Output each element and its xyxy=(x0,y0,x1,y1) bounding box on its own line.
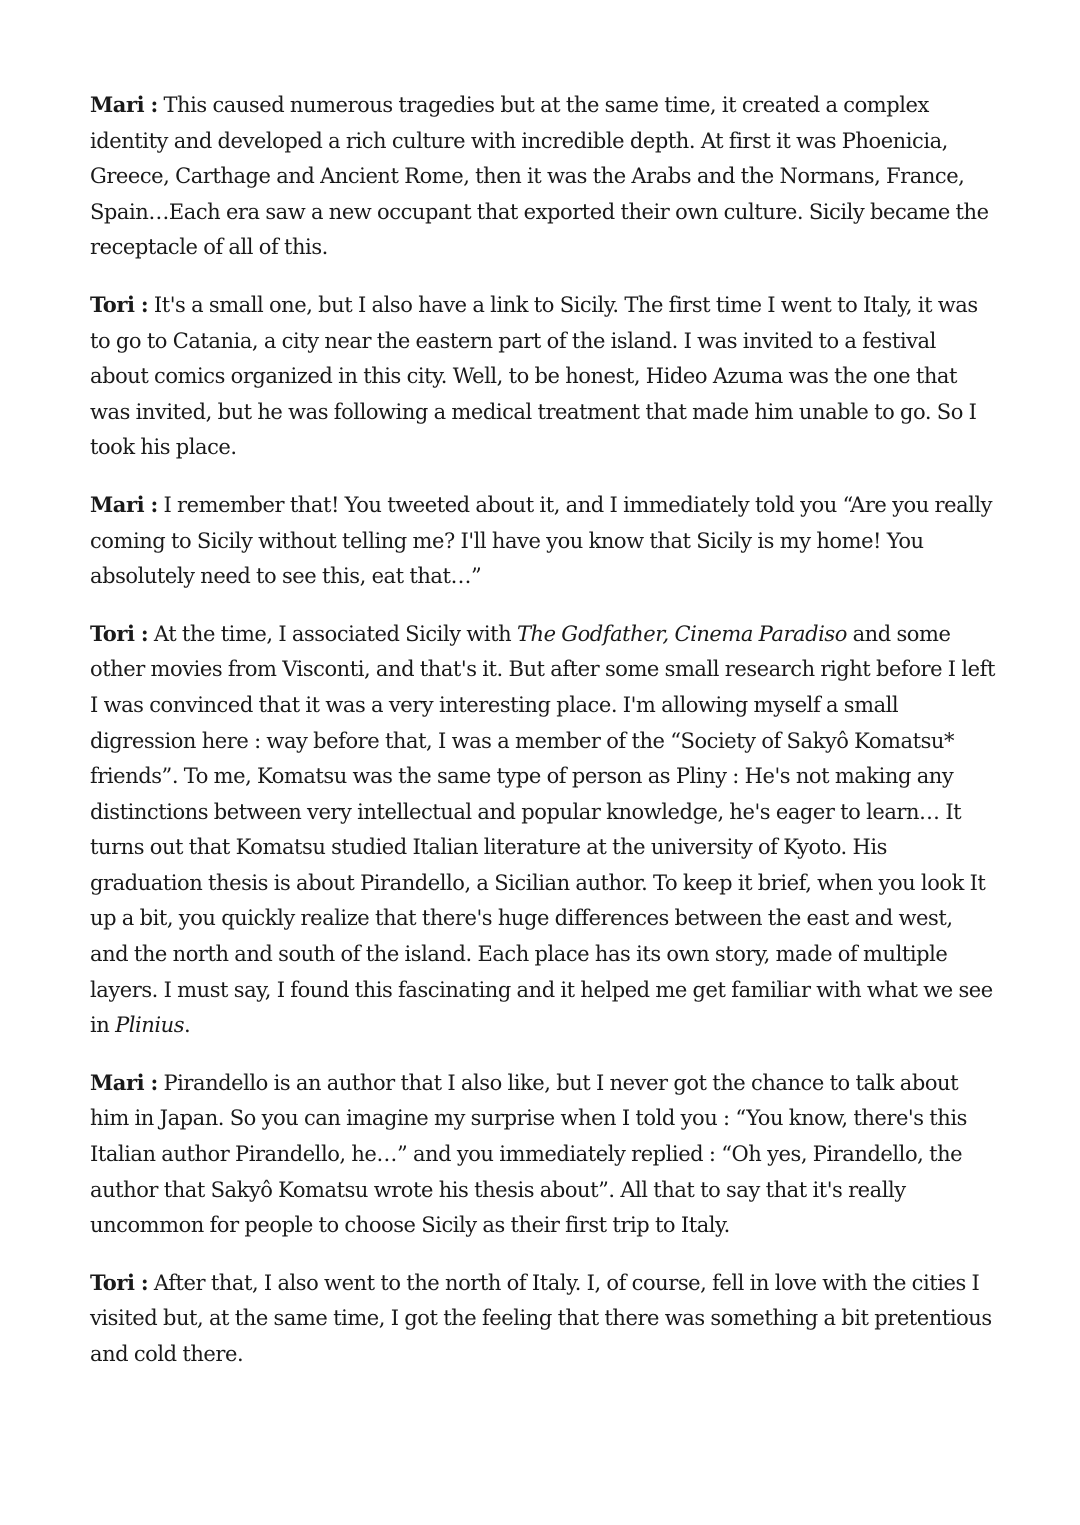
document-body xyxy=(90,87,995,1394)
dialogue-text: After that, I also went to the north of Italy. I, of course, fell in love with the cities I visited but, at the same time, I got the feeling that there was something a bit pretentious and cold there. xyxy=(90,1270,992,1366)
speaker-name: Tori : xyxy=(90,291,149,317)
dialogue-paragraph xyxy=(90,287,995,466)
dialogue-text: and some other movies from Visconti, and that's it. But after some small research right before I left I was convinced that it was a very interesting place. I'm allowing myself a small digression here : way before that, I was a member of the “Society of Sakyô Komatsu* friends”. To me, Komatsu was the same type of person as Pliny : He's not making any distinctions between very intellectual and popular knowledge, he's eager to learn… It turns out that Komatsu studied Italian literature at the university of Kyoto. His graduation thesis is about Pirandello, a Sicilian author. To keep it brief, when you look It up a bit, you quickly realize that there's huge differences between the east and west, and the north and south of the island. Each place has its own story, made of multiple layers. I must say, I found this fascinating and it helped me get familiar with what we see in xyxy=(90,621,995,1038)
work-title: Plinius xyxy=(115,1013,185,1038)
speaker-name: Mari : xyxy=(90,92,158,117)
speaker-name: Mari : xyxy=(90,1069,158,1095)
film-titles: The Godfather, Cinema Paradiso xyxy=(516,621,847,646)
dialogue-text: This caused numerous tragedies but at the same time, it created a complex identity and developed a rich culture with incredible depth. At first it was Phoenicia, Greece, Carthage and Ancient Rome, then it was the Arabs and the Normans, France, Spain…Each era saw a new occupant that exported their own culture. Sicily became the receptacle of all of this. xyxy=(90,93,989,260)
speaker-name: Mari : xyxy=(90,491,158,517)
dialogue-text: Pirandello is an author that I also like, but I never got the chance to talk about him in Japan. So you can imagine my surprise when I told you : “You know, there's this Italian author Pirandello, he…” and you immediately replied : “Oh yes, Pirandello, the author that Sakyô Komatsu wrote his thesis about”. All that to say that it's really uncommon for people to choose Sicily as their first trip to Italy. xyxy=(90,1070,967,1238)
dialogue-paragraph xyxy=(90,1065,995,1244)
dialogue-text: I remember that! You tweeted about it, and I immediately told you “Are you really coming to Sicily without telling me? I'll have you know that Sicily is my home! You absolutely need to see this, eat that…” xyxy=(90,492,993,589)
speaker-name: Tori : xyxy=(90,620,149,646)
speaker-name: Tori : xyxy=(90,1269,149,1295)
dialogue-paragraph xyxy=(90,487,995,595)
dialogue-text: . xyxy=(184,1013,191,1038)
dialogue-text: At the time, I associated Sicily with xyxy=(148,621,517,646)
dialogue-paragraph xyxy=(90,616,995,1044)
dialogue-paragraph xyxy=(90,87,995,266)
dialogue-text: It's a small one, but I also have a link to Sicily. The first time I went to Italy, it was to go to Catania, a city near the eastern part of the island. I was invited to a festival about comics organized in this city. Well, to be honest, Hideo Azuma was the one that was invited, but he was following a medical treatment that made him unable to go. So I took his place. xyxy=(90,292,978,460)
dialogue-paragraph xyxy=(90,1265,995,1373)
